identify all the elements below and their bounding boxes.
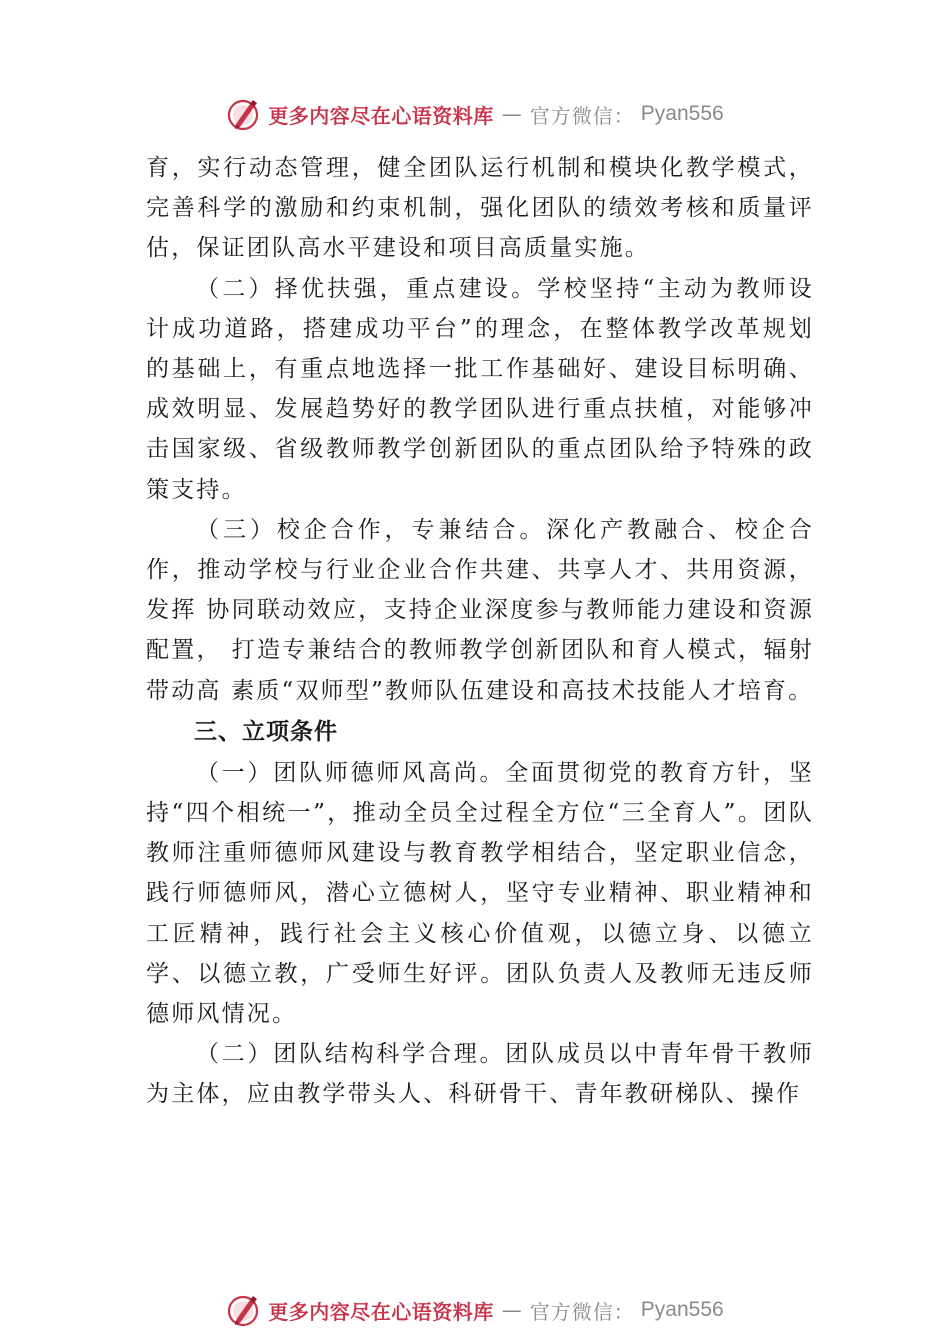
paragraph-condition-2: （二）团队结构科学合理。团队成员以中青年骨干教师为主体，应由教学带头人、科研骨干、青年教研梯队、操作 xyxy=(146,1041,814,1108)
brand-text: 更多内容尽在心语资料库 xyxy=(268,103,494,128)
section-heading: 三、立项条件 xyxy=(194,718,338,745)
pen-logo-icon xyxy=(226,96,262,132)
paragraph-condition-1: （一）团队师德师风高尚。全面贯彻党的教育方针，坚持“四个相统一”，推动全员全过程全方位“三全育人”。团队教师注重师德师风建设与教育教学相结合，坚定职业信念， 践行师德师风，潜心立德树人，坚守专业精神、职业精神和工匠精神，践行社会主义核心价值观，以德立身、以德立学、以德立教，广受师生好评。团队负责人及教师无违反师德师风情况。 xyxy=(146,759,814,1028)
document-body xyxy=(146,148,814,1115)
paragraph-item-3: （三）校企合作，专兼结合。深化产教融合、校企合作，推动学校与行业企业合作共建、共享人才、共用资源，发挥 协同联动效应，支持企业深度参与教师能力建设和资源配置， 打造专兼结合的教师教学创新团队和育人模式，辐射带动高 素质“双师型”教师队伍建设和高技术技能人才培育。 xyxy=(146,516,814,704)
paragraph-continuation: 育，实行动态管理，健全团队运行机制和模块化教学模式， 完善科学的激励和约束机制，强化团队的绩效考核和质量评估，保证团队高水平建设和项目高质量实施。 xyxy=(146,155,814,262)
pen-logo-icon xyxy=(226,1292,262,1328)
contact-id: Pyan556 xyxy=(640,102,724,125)
separator: — xyxy=(501,102,522,126)
contact-id: Pyan556 xyxy=(640,1298,724,1321)
header-watermark-banner xyxy=(0,94,950,134)
separator: — xyxy=(501,1298,522,1322)
contact-label: 官方微信： xyxy=(529,103,635,128)
footer-watermark-banner xyxy=(0,1290,950,1330)
paragraph-item-2: （二）择优扶强，重点建设。学校坚持“主动为教师设计成功道路，搭建成功平台”的理念，在整体教学改革规划的基础上，有重点地选择一批工作基础好、建设目标明确、成效明显、发展趋势好的教学团队进行重点扶植，对能够冲击国家级、省级教师教学创新团队的重点团队给予特殊的政策支持。 xyxy=(146,275,814,503)
contact-label: 官方微信： xyxy=(529,1299,635,1324)
brand-text: 更多内容尽在心语资料库 xyxy=(268,1299,494,1324)
